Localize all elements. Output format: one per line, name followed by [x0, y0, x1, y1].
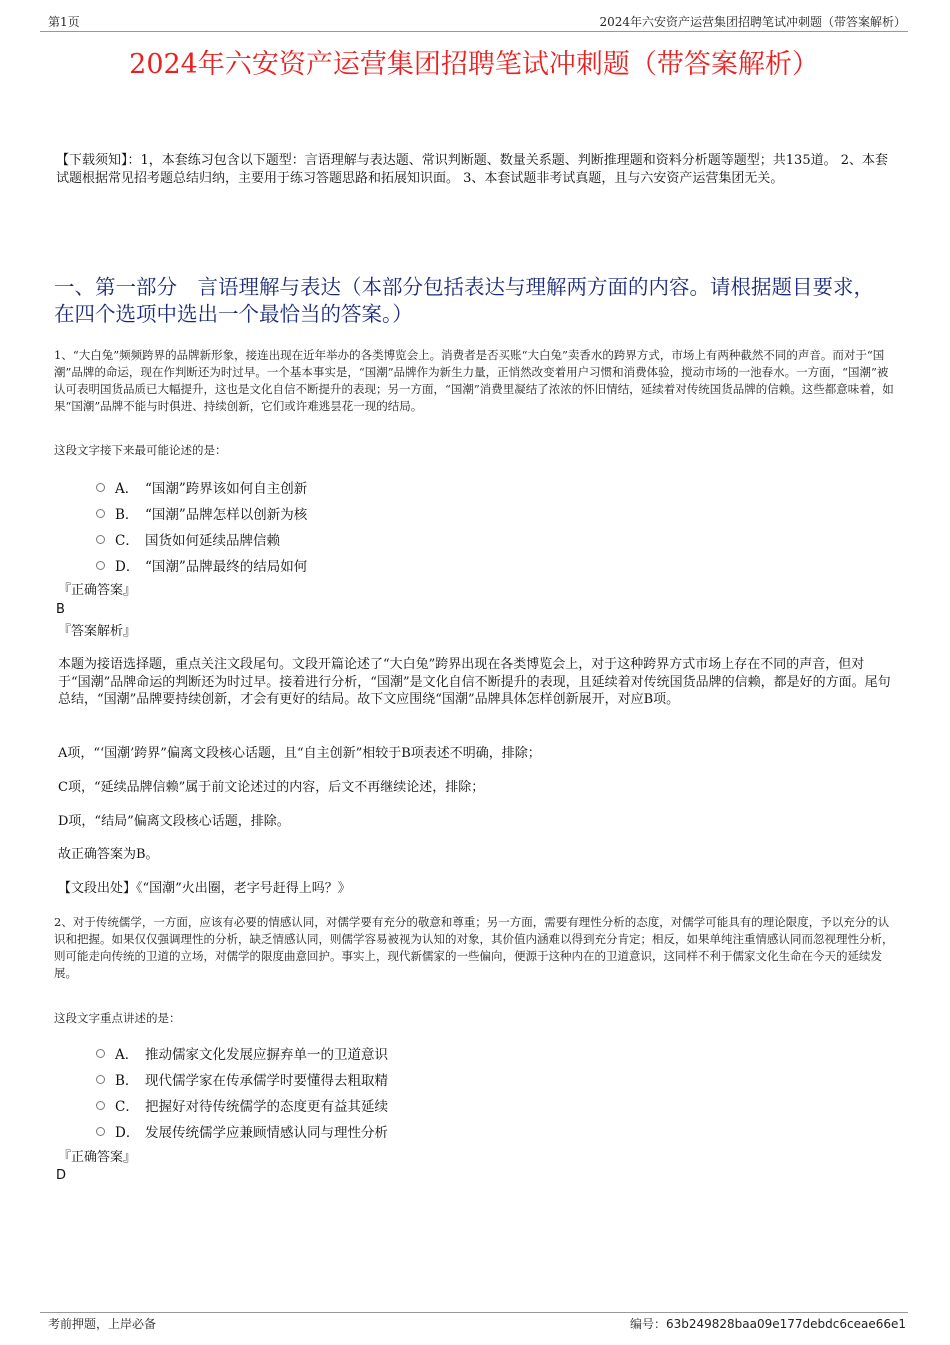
download-notice: 【下载须知】：1，本套练习包含以下题型：言语理解与表达题、常识判断题、数量关系题、判断推理题和资料分析题等题型；共135道。 2、本套试题根据常见招考题总结归纳，主要用于练习答题思路和拓展知识面。 3、本套试题非考试真题，且与六安资产运营集团无关。 — [56, 153, 888, 186]
page-number: 第1页 — [48, 15, 80, 29]
radio-icon[interactable] — [96, 1049, 105, 1058]
q1-source: 【文段出处】《“国潮”火出圈，老字号赶得上吗？》 — [58, 881, 351, 896]
option-text: “国潮”跨界该如何自主创新 — [145, 481, 308, 497]
option-label: C． — [115, 533, 139, 549]
q1-note-d: D项，“结局”偏离文段核心话题，排除。 — [58, 814, 290, 829]
q1-option-a[interactable] — [96, 477, 307, 497]
option-label: D． — [115, 1125, 140, 1141]
footer-code-label: 编号： — [629, 1317, 666, 1331]
question-1-prompt: 这段文字接下来最可能论述的是： — [54, 443, 227, 457]
footer-code — [630, 1315, 906, 1332]
q2-option-c[interactable] — [96, 1095, 388, 1115]
q1-note-c: C项，“延续品牌信赖”属于前文论述过的内容，后文不再继续论述，排除； — [58, 780, 485, 795]
radio-icon[interactable] — [96, 1075, 105, 1084]
option-text: “国潮”品牌最终的结局如何 — [145, 559, 308, 575]
question-2-text: 2、对于传统儒学，一方面，应该有必要的情感认同，对儒学要有充分的敬意和尊重；另一方面，需要有理性分析的态度，对儒学可能具有的理论限度，予以充分的认识和把握。如果仅仅强调理性的分析，缺乏情感认同，则儒学容易被视为认知的对象，其价值内涵难以得到充分肯定；相反，如果单纯注重情感认同而忽视理性分析，则可能走向传统的卫道的立场，对儒学的限度曲意回护。事实上，现代新儒家的一些偏向，便源于这种内在的卫道意识，这同样不利于儒家文化生命在今天的延续发展。 — [54, 915, 894, 980]
option-label: A． — [115, 481, 139, 497]
q2-option-b[interactable] — [96, 1069, 388, 1089]
option-text: 推动儒家文化发展应摒弃单一的卫道意识 — [145, 1047, 388, 1063]
radio-icon[interactable] — [96, 483, 105, 492]
header-doc-title: 2024年六安资产运营集团招聘笔试冲刺题（带答案解析） — [599, 15, 906, 29]
option-text: 现代儒学家在传承儒学时要懂得去粗取精 — [145, 1073, 388, 1089]
section-heading: 一、第一部分 言语理解与表达（本部分包括表达与理解两方面的内容。请根据题目要求，在四个选项中选出一个最恰当的答案。） — [54, 275, 874, 326]
radio-icon[interactable] — [96, 1101, 105, 1110]
q1-conclusion: 故正确答案为B。 — [58, 847, 159, 862]
option-label: B． — [115, 1073, 139, 1089]
q1-analysis: 本题为接语选择题，重点关注文段尾句。文段开篇论述了“大白兔”跨界出现在各类博览会上，对于这种跨界方式市场上存在不同的声音，但对于“国潮”品牌命运的判断还为时过早。接着进行分析，“国潮”是文化自信不断提升的表现，且延续着对传统国货品牌的信赖，都是好的方面。尾句总结，“国潮”品牌要持续创新，才会有更好的结局。故下文应围绕“国潮”品牌具体怎样创新展开，对应B项。 — [58, 657, 891, 707]
option-label: C． — [115, 1099, 139, 1115]
option-text: 国货如何延续品牌信赖 — [145, 533, 280, 549]
footer-divider — [40, 1312, 908, 1313]
footer-slogan: 考前押题，上岸必备 — [48, 1317, 157, 1331]
radio-icon[interactable] — [96, 535, 105, 544]
question-2-prompt: 这段文字重点讲述的是： — [54, 1011, 181, 1025]
q1-option-d[interactable] — [96, 555, 307, 575]
q1-option-c[interactable] — [96, 529, 280, 549]
radio-icon[interactable] — [96, 561, 105, 570]
page-title: 2024年六安资产运营集团招聘笔试冲刺题（带答案解析） — [129, 49, 819, 80]
q2-option-d[interactable] — [96, 1121, 388, 1141]
option-text: “国潮”品牌怎样以创新为核 — [145, 507, 308, 523]
q1-answer: B — [56, 602, 65, 617]
q1-analysis-label: 『答案解析』 — [58, 624, 137, 639]
q1-option-b[interactable] — [96, 503, 307, 523]
question-1-text: 1、“大白兔”频频跨界的品牌新形象，接连出现在近年举办的各类博览会上。消费者是否买账“大白兔”卖香水的跨界方式，市场上有两种截然不同的声音。而对于“国潮”品牌的命运，现在作判断还为时过早。一个基本事实是，“国潮”品牌作为新生力量，正悄然改变着用户习惯和消费体验，搅动市场的一池春水。一方面，“国潮”被认可表明国货品质已大幅提升，这也是文化自信不断提升的表现；另一方面，“国潮”消费里凝结了浓浓的怀旧情结，延续着对传统国货品牌的信赖。这些都意味着，如果“国潮”品牌不能与时俱进、持续创新，它们或许难逃昙花一现的结局。 — [54, 348, 894, 413]
option-label: D． — [115, 559, 140, 575]
q2-option-a[interactable] — [96, 1043, 388, 1063]
option-text: 把握好对待传统儒学的态度更有益其延续 — [145, 1099, 388, 1115]
option-label: A． — [115, 1047, 139, 1063]
q2-answer: D — [56, 1168, 67, 1183]
header-divider — [40, 31, 908, 32]
q1-answer-label: 『正确答案』 — [58, 583, 137, 598]
q2-answer-label: 『正确答案』 — [58, 1150, 137, 1165]
radio-icon[interactable] — [96, 1127, 105, 1136]
option-label: B． — [115, 507, 139, 523]
footer-code-value: 63b249828baa09e177debdc6ceae66e1 — [665, 1317, 906, 1331]
radio-icon[interactable] — [96, 509, 105, 518]
q1-note-a: A项，“‘国潮’跨界”偏离文段核心话题，且“自主创新”相较于B项表述不明确，排除； — [58, 746, 541, 761]
option-text: 发展传统儒学应兼顾情感认同与理性分析 — [145, 1125, 388, 1141]
